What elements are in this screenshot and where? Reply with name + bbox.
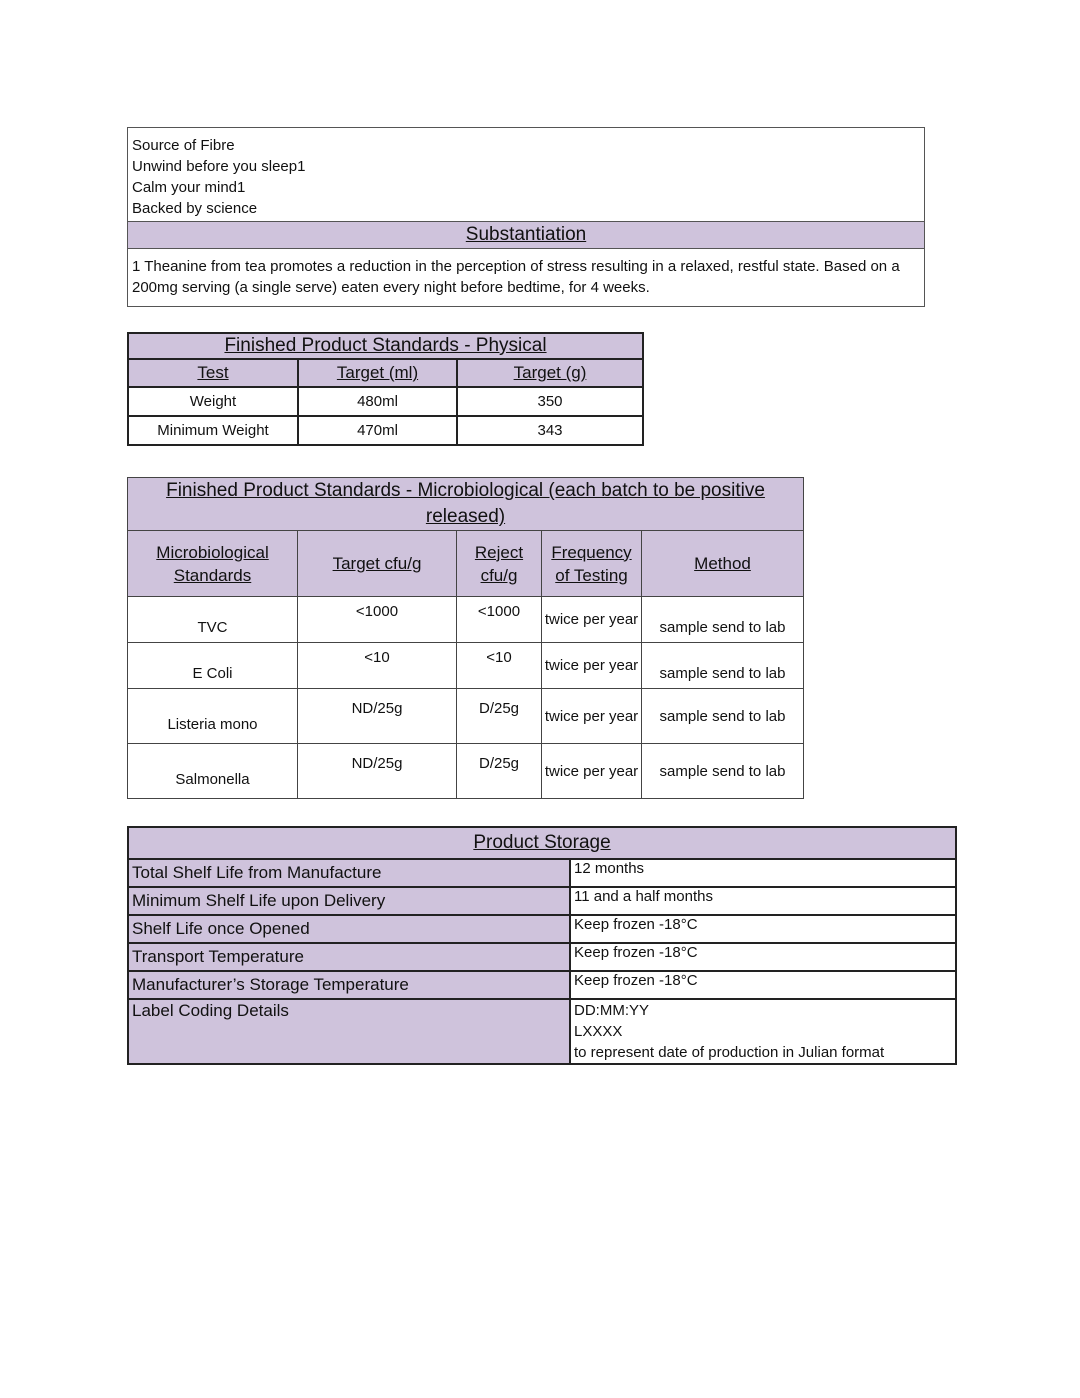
table-cell: 343: [457, 416, 643, 445]
claim-line: Source of Fibre: [132, 137, 235, 154]
table-cell: D/25g: [457, 689, 542, 744]
column-header: Method: [642, 531, 804, 597]
physical-standards-table: [127, 332, 644, 446]
storage-value: Keep frozen -18°C: [570, 943, 956, 971]
table-cell: <10: [298, 643, 457, 689]
table-row: [128, 887, 956, 915]
table-cell: Listeria mono: [128, 689, 298, 744]
micro-standards-table: [127, 477, 804, 799]
table-cell: 470ml: [298, 416, 457, 445]
table-cell: sample send to lab: [642, 643, 804, 689]
table-row: [128, 915, 956, 943]
micro-title: Finished Product Standards - Microbiological (each batch to be positive released): [128, 478, 804, 531]
product-storage-table: [127, 826, 957, 1065]
substantiation-text: 1 Theanine from tea promotes a reduction in the perception of stress resulting in a relaxed, restful state. Based on a 200mg serving (a single serve) eaten every night before bedtime, for 4 weeks.: [132, 258, 900, 296]
table-cell: Minimum Weight: [128, 416, 298, 445]
storage-label: Total Shelf Life from Manufacture: [128, 859, 570, 887]
storage-value: 11 and a half months: [570, 887, 956, 915]
storage-value: Keep frozen -18°C: [570, 915, 956, 943]
column-header: Test: [128, 359, 298, 387]
table-cell: sample send to lab: [642, 744, 804, 799]
coding-line: to represent date of production in Julian format: [574, 1044, 885, 1061]
table-cell: Salmonella: [128, 744, 298, 799]
table-cell: <1000: [457, 597, 542, 643]
substantiation-header: [128, 221, 924, 249]
column-header: Microbiological Standards: [128, 531, 298, 597]
physical-title: Finished Product Standards - Physical: [128, 333, 643, 359]
claim-line: Calm your mind1: [132, 179, 246, 196]
claims-box: [127, 127, 925, 307]
storage-value: Keep frozen -18°C: [570, 971, 956, 999]
column-header: Frequency of Testing: [542, 531, 642, 597]
storage-label: Shelf Life once Opened: [128, 915, 570, 943]
storage-title: Product Storage: [128, 827, 956, 859]
column-header: Target cfu/g: [298, 531, 457, 597]
table-row: [128, 744, 804, 799]
substantiation-title: Substantiation: [465, 224, 587, 245]
table-row: [128, 387, 643, 416]
table-cell: twice per year: [542, 597, 642, 643]
table-row: [128, 643, 804, 689]
claims-list: [128, 128, 924, 221]
table-row: [128, 859, 956, 887]
table-cell: ND/25g: [298, 689, 457, 744]
table-row: [128, 971, 956, 999]
table-cell: TVC: [128, 597, 298, 643]
storage-value: 12 months: [570, 859, 956, 887]
table-row: [128, 689, 804, 744]
column-header: Reject cfu/g: [457, 531, 542, 597]
storage-label: Transport Temperature: [128, 943, 570, 971]
table-cell: twice per year: [542, 689, 642, 744]
table-cell: <1000: [298, 597, 457, 643]
table-row: [128, 943, 956, 971]
storage-label: Manufacturer’s Storage Temperature: [128, 971, 570, 999]
storage-label: Minimum Shelf Life upon Delivery: [128, 887, 570, 915]
claim-line: Backed by science: [132, 200, 258, 217]
table-cell: ND/25g: [298, 744, 457, 799]
table-cell: D/25g: [457, 744, 542, 799]
table-cell: twice per year: [542, 744, 642, 799]
table-row: [128, 999, 956, 1064]
storage-value: [570, 999, 956, 1064]
table-cell: 480ml: [298, 387, 457, 416]
table-cell: 350: [457, 387, 643, 416]
column-header: Target (ml): [298, 359, 457, 387]
table-cell: Weight: [128, 387, 298, 416]
table-row: [128, 416, 643, 445]
table-row: [128, 597, 804, 643]
table-cell: E Coli: [128, 643, 298, 689]
column-header: Target (g): [457, 359, 643, 387]
claim-line: Unwind before you sleep1: [132, 158, 306, 175]
coding-line: DD:MM:YY: [574, 1002, 649, 1019]
table-cell: <10: [457, 643, 542, 689]
table-cell: sample send to lab: [642, 597, 804, 643]
coding-line: LXXXX: [574, 1023, 623, 1040]
table-cell: twice per year: [542, 643, 642, 689]
table-cell: sample send to lab: [642, 689, 804, 744]
storage-label: Label Coding Details: [128, 999, 570, 1064]
